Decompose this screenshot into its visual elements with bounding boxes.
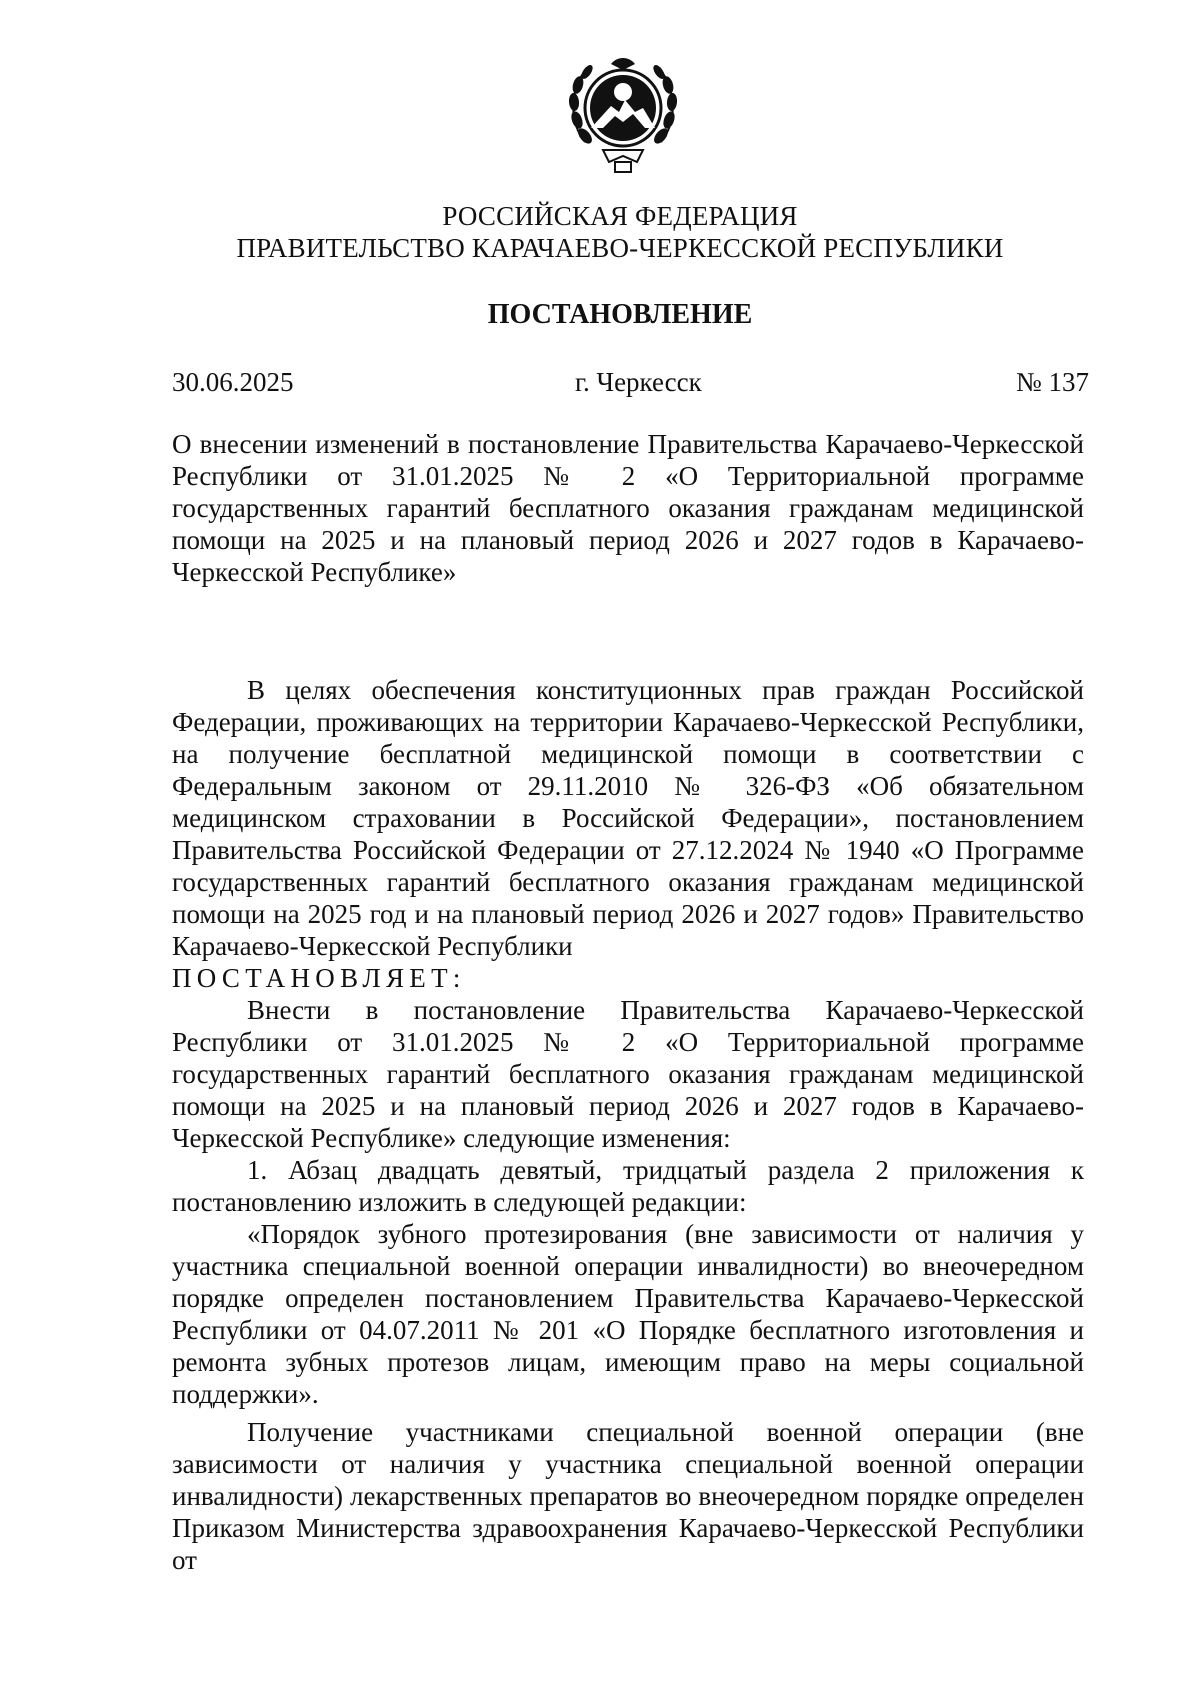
preamble-paragraph: В целях обеспечения конституционных прав граждан Российской Федерации, проживающих на территории Карачаево-Черкесской Республики, на получение бесплатной медицинской помощи в соответствии с Федеральным законом от 29.11.2010 № 326-ФЗ «Об обязательном медицинском страховании в Российской Федерации», постановлением Правительства Российской Федерации от 27.12.2024 № 1940 «О Программе государственных гарантий бесплатного оказания гражданам медицинской помощи на 2025 год и на плановый период 2026 и 2027 годов» Правительство Карачаево-Черкесской Республики: [172, 675, 1084, 961]
document-city: г. Черкесск: [575, 367, 702, 397]
coat-of-arms-icon: [563, 50, 683, 178]
document-subject: О внесении изменений в постановление Правительства Карачаево-Черкесской Республики от 31.01.2025 № 2 «О Территориальной программе государственных гарантий бесплатного оказания гражданам медицинской помощи на 2025 и на плановый период 2026 и 2027 годов в Карачаево-Черкесской Республике»: [172, 429, 1084, 587]
body-paragraph-4: Получение участниками специальной военной операции (вне зависимости от наличия у участника специальной военной операции инвалидности) лекарственных препаратов во внеочередном порядке определен Приказом Министерства здравоохранения Карачаево-Черкесской Республики от: [172, 1417, 1084, 1575]
document-body: [172, 428, 1084, 1576]
spacer: [172, 588, 1084, 674]
document-type-title: ПОСТАНОВЛЕНИЕ: [487, 299, 753, 330]
body-paragraph-1: Внести в постановление Правительства Карачаево-Черкесской Республики от 31.01.2025 № 2 «О Территориальной программе государственных гарантий бесплатного оказания гражданам медицинской помощи на 2025 и на плановый период 2026 и 2027 годов в Карачаево-Черкесской Республике» следующие изменения:: [172, 995, 1084, 1153]
document-number: № 137: [1016, 367, 1090, 397]
header-government: ПРАВИТЕЛЬСТВО КАРАЧАЕВО-ЧЕРКЕССКОЙ РЕСПУБЛИКИ: [236, 233, 1004, 263]
header-country: РОССИЙСКАЯ ФЕДЕРАЦИЯ: [442, 201, 798, 231]
document-date: 30.06.2025: [172, 367, 294, 397]
body-paragraph-2: 1. Абзац двадцать девятый, тридцатый раздела 2 приложения к постановлению изложить в следующей редакции:: [172, 1155, 1084, 1217]
body-paragraph-3: «Порядок зубного протезирования (вне зависимости от наличия у участника специальной военной операции инвалидности) во внеочередном порядке определен постановлением Правительства Карачаево-Черкесской Республики от 04.07.2011 № 201 «О Порядке бесплатного изготовления и ремонта зубных протезов лицам, имеющим право на меры социальной поддержки».: [172, 1219, 1084, 1409]
decree-word: ПОСТАНОВЛЯЕТ:: [172, 963, 466, 993]
